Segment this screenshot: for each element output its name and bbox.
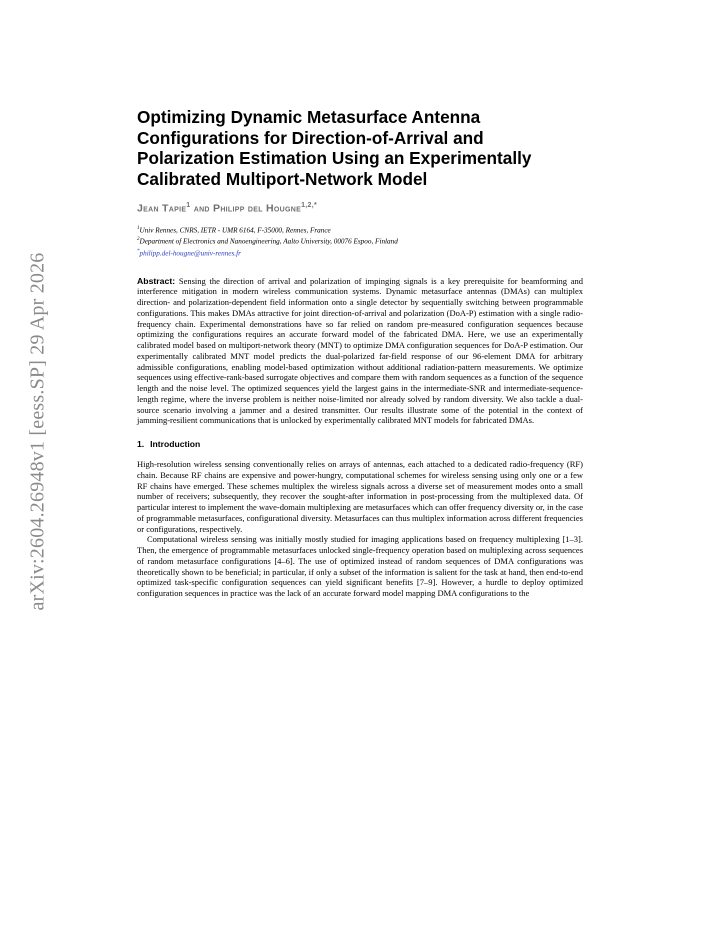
affiliation-marker: *	[137, 249, 140, 255]
affiliation-text: Univ Rennes, CNRS, IETR - UMR 6164, F-35000, Rennes, France	[139, 226, 331, 235]
affiliation-marker: 1	[137, 225, 140, 231]
affiliation-text: Department of Electronics and Nanoengineering, Aalto University, 00076 Espoo, Finland	[139, 237, 398, 246]
affiliation-item	[137, 224, 583, 236]
affiliation-marker: 2	[137, 237, 140, 243]
author-connector: and	[193, 202, 210, 215]
abstract-label: Abstract:	[137, 275, 176, 286]
section-heading	[137, 439, 583, 449]
corresponding-email-link[interactable]: philipp.del-hougne@univ-rennes.fr	[139, 249, 241, 258]
paper-page	[137, 107, 583, 599]
body-paragraph: Computational wireless sensing was initially mostly studied for imaging applications based on frequency multiplexing [1–3]. Then, the emergence of programmable metasurfaces unlocked single-frequency operation based on multiplexing across sequences of random metasurface configurations [4–6]. The use of optimized instead of random sequences of DMA configurations was theoretically shown to be beneficial; in particular, if only a subset of the information is salient for the task at hand, then end-to-end optimized task-specific configuration sequences can yield significant benefits [7–9]. However, a hurdle to deploy optimized configuration sequences in practice was the lack of an accurate forward model mapping DMA configurations to the	[137, 534, 583, 599]
affiliation-list	[137, 224, 583, 259]
author-name: Philipp del Hougne	[213, 202, 302, 215]
author-name: Jean Tapie	[137, 202, 187, 215]
body-paragraph: High-resolution wireless sensing conventionally relies on arrays of antennas, each attached to a dedicated radio-frequency (RF) chain. Because RF chains are expensive and power-hungry, computational schemes for wireless sensing using only one or a few RF chains have emerged. These schemes multiplex the wireless signals across a diverse set of measurement modes onto a small number of receivers; subsequently, they recover the sought-after information in post-processing from the multiplexed data. Of particular interest to implement the wave-domain multiplexing are metasurfaces which can offer frequency diversity or, in the case of programmable metasurfaces, configurational diversity. Metasurfaces can thus multiplex information across different frequencies or configurations, respectively.	[137, 459, 583, 534]
author-affiliation-marker: 1,2,*	[301, 202, 317, 210]
affiliation-item	[137, 235, 583, 247]
abstract	[137, 276, 583, 427]
affiliation-item	[137, 247, 583, 259]
section-number: 1.	[137, 439, 145, 450]
paper-title: Optimizing Dynamic Metasurface Antenna Configurations for Direction-of-Arrival and Polarization Estimation Using an Experimentally Calibrated Multiport-Network Model	[137, 107, 532, 189]
author-line	[137, 202, 583, 215]
section-title: Introduction	[150, 439, 201, 450]
arxiv-identifier-stamp	[18, 196, 58, 666]
arxiv-identifier: arXiv:2604.26948v1 [eess.SP] 29 Apr 2026	[26, 252, 49, 610]
author-affiliation-marker: 1	[186, 202, 191, 210]
abstract-text: Sensing the direction of arrival and polarization of impinging signals is a key prerequisite for beamforming and interference mitigation in modern wireless communication systems. Dynamic metasurface antennas (DMAs) can multiplex direction- and polarization-dependent field information onto a single detector by sequentially switching between programmable configurations. This makes DMAs attractive for joint direction-of-arrival and polarization (DoA-P) estimation with a single radio-frequency chain. Experimental demonstrations have so far relied on random pre-measured configuration sequences because optimizing the configurations requires an accurate forward model of the fabricated DMA. Here, we use an experimentally calibrated model based on multiport-network theory (MNT) to optimize DMA configuration sequences for DoA-P estimation. Our experimentally calibrated MNT model predicts the dual-polarized far-field response of our 96-element DMA for arbitrary admissible configurations, enabling model-based optimization without additional radiation-pattern measurements. We optimize sequences using effective-rank-based surrogate objectives and compare them with random sequences as a function of the sequence length and the noise level. The optimized sequences yield the largest gains in the intermediate-SNR and intermediate-sequence-length regime, where the inverse problem is neither noise-limited nor already solved by random diversity. We also tackle a dual-source scenario involving a jammer and a desired transmitter. Our results illustrate some of the potential in the context of jamming-resilient communications that is unlocked by experimentally calibrated MNT models for fabricated DMAs.	[137, 275, 584, 426]
